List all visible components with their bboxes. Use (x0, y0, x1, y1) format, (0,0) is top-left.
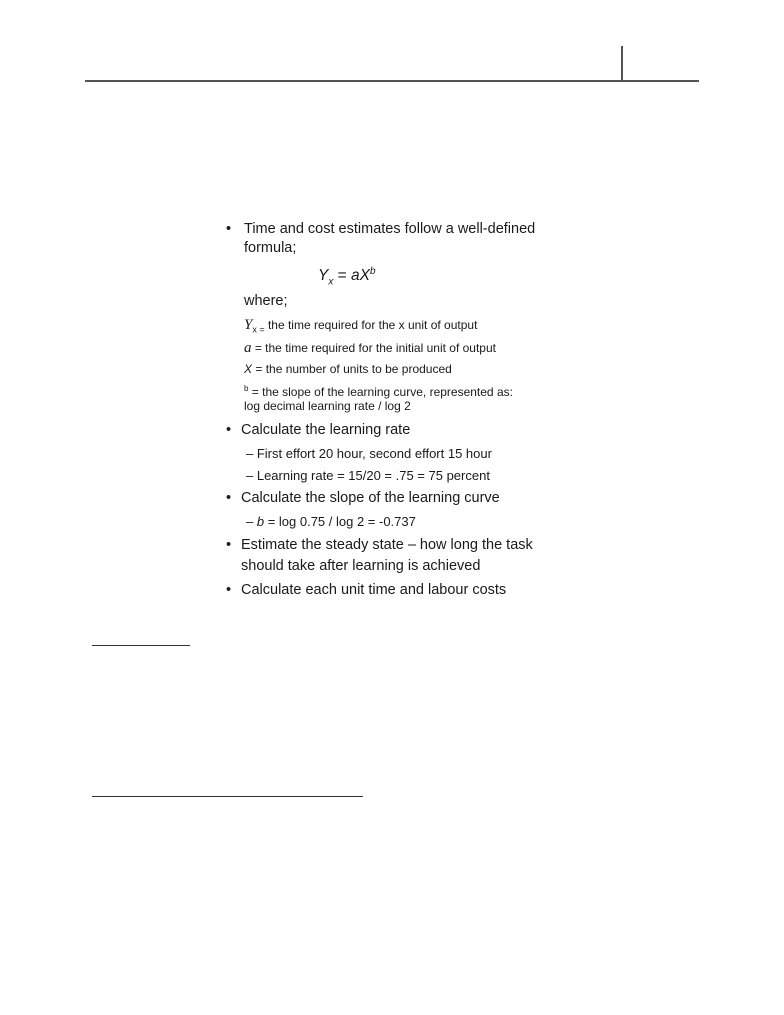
slope-dash: – (246, 514, 257, 529)
formula-y: Y (318, 267, 329, 285)
long-underline-rule (92, 796, 363, 797)
bullet-learning-rate: Calculate the learning rate (241, 422, 411, 438)
definition-text: the time required for the x unit of output (264, 318, 478, 332)
bullet-time-cost-line1: Time and cost estimates follow a well-defined (244, 221, 536, 237)
definition-text: = the number of units to be produced (252, 362, 452, 376)
bullet-steady-state-line2: should take after learning is achieved (241, 558, 481, 574)
definition-b-continued: log decimal learning rate / log 2 (244, 399, 411, 413)
definition-symbol: X (244, 362, 253, 376)
where-label: where; (244, 293, 288, 309)
formula-x: X (359, 267, 370, 285)
definition-a (244, 339, 496, 357)
definition-x (244, 360, 452, 378)
definition-text: = the time required for the initial unit of output (251, 341, 496, 355)
definition-yx (244, 316, 477, 338)
bullet-marker: • (226, 582, 232, 598)
bullet-slope: Calculate the slope of the learning curve (241, 490, 500, 506)
formula-a: a (351, 267, 360, 285)
sub-bullet-learning-rate-calc: – Learning rate = 15/20 = .75 = 75 percent (246, 468, 490, 483)
definition-text: = the slope of the learning curve, represented as: (248, 385, 513, 399)
header-rule (85, 80, 699, 82)
definition-symbol: b (244, 384, 249, 393)
learning-curve-formula (318, 263, 376, 291)
definition-symbol: a (244, 340, 252, 356)
formula-sub-x: x (328, 276, 334, 288)
definition-sub: x = (252, 324, 265, 335)
bullet-time-cost-line2: formula; (244, 240, 297, 256)
formula-sup-b: b (369, 266, 376, 277)
bullet-marker: • (226, 221, 232, 237)
header-divider-tick (621, 46, 623, 82)
formula-equals: = (333, 267, 352, 285)
sub-bullet-efforts: – First effort 20 hour, second effort 15 hour (246, 446, 492, 461)
bullet-steady-state-line1: Estimate the steady state – how long the task (241, 537, 533, 553)
sub-bullet-slope-calc (246, 513, 416, 531)
slope-formula: = log 0.75 / log 2 = -0.737 (264, 514, 416, 529)
definition-symbol: Y (244, 317, 253, 333)
bullet-marker: • (226, 422, 232, 438)
bullet-marker: • (226, 490, 232, 506)
bullet-unit-time-labour: Calculate each unit time and labour costs (241, 582, 507, 598)
slope-symbol-b: b (256, 514, 265, 529)
bullet-marker: • (226, 537, 232, 553)
short-underline-rule (92, 645, 190, 646)
